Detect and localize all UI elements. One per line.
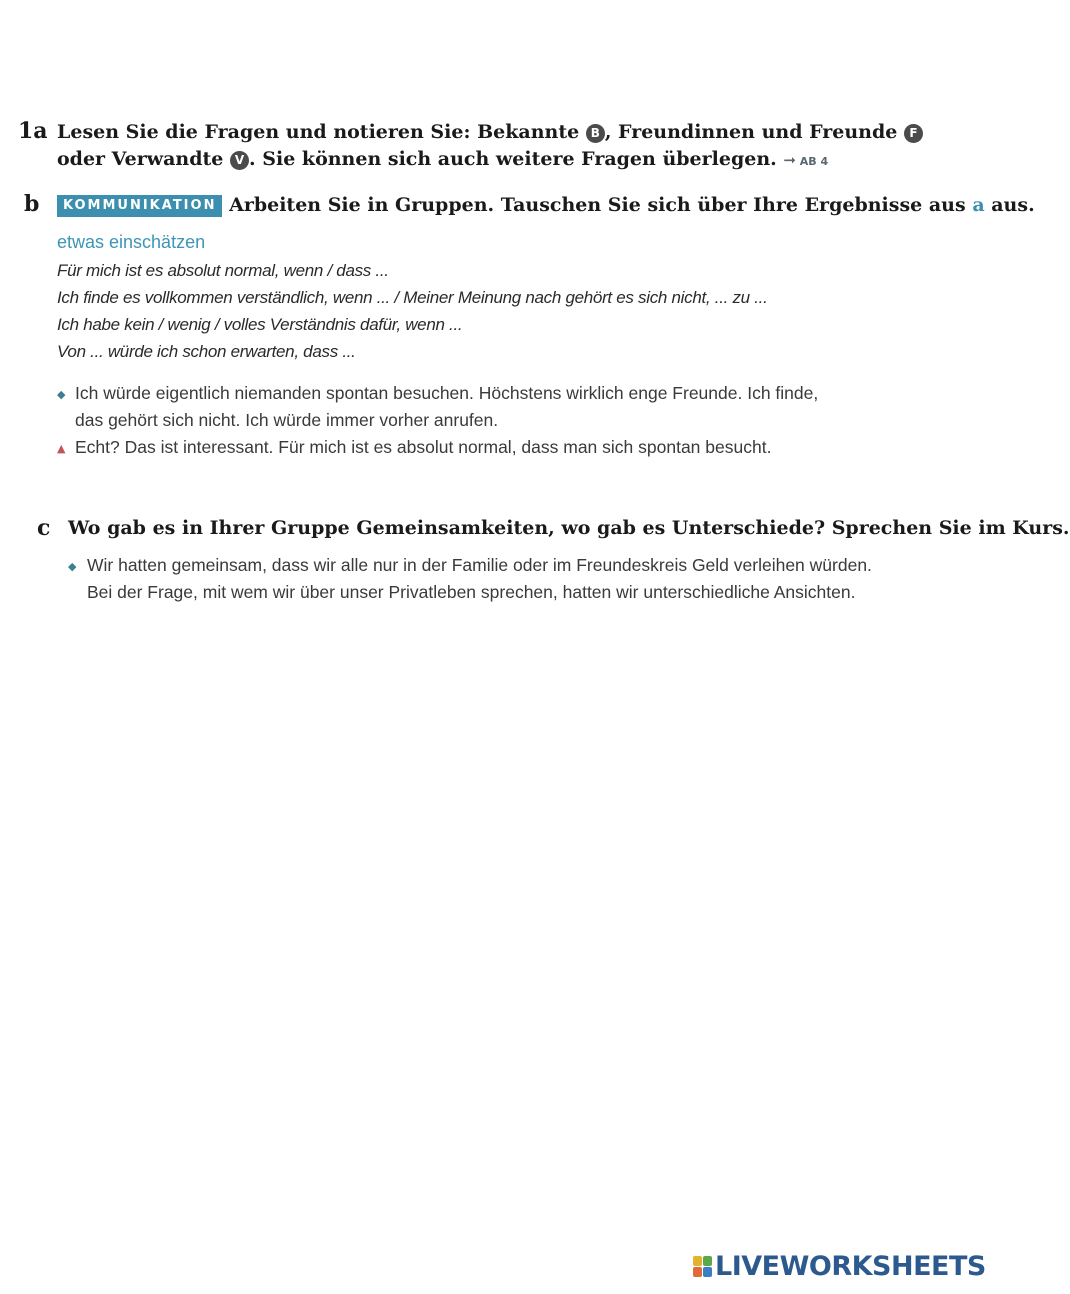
redemittel-line: Für mich ist es absolut normal, wenn / dass ... [57, 261, 389, 280]
task-1a-text-2: , Freundinnen und Freunde [604, 121, 898, 143]
dialog-c-line2: Bei der Frage, mit wem wir über unser Privatleben sprechen, hatten wir unterschiedliche Ansichten. [87, 582, 856, 602]
task-b-text-1: Arbeiten Sie in Gruppen. Tauschen Sie sich über Ihre Ergebnisse aus [229, 194, 966, 216]
task-1a-text-3: oder Verwandte [57, 148, 224, 170]
diamond-bullet-icon: ◆ [68, 560, 77, 573]
task-b-ref-a: a [972, 194, 985, 216]
triangle-bullet-icon: ▲ [57, 442, 66, 455]
redemittel-line: Ich habe kein / wenig / volles Verständnis dafür, wenn ... [57, 315, 463, 334]
dialog-c-line1: Wir hatten gemeinsam, dass wir alle nur in der Familie oder im Freundeskreis Geld verleihen würden. [87, 555, 872, 575]
redemittel-line: Von ... würde ich schon erwarten, dass ... [57, 342, 356, 361]
task-b-text-2: aus. [991, 194, 1035, 216]
arbeitsbuch-ref-label: AB 4 [799, 155, 829, 168]
task-1a-line1 [57, 119, 923, 146]
redemittel-line: Ich finde es vollkommen verständlich, wenn ... / Meiner Meinung nach gehört es sich nicht, ... zu ... [57, 288, 768, 307]
task-c-instruction: Wo gab es in Ihrer Gruppe Gemeinsamkeiten, wo gab es Unterschiede? Sprechen Sie im Kurs. [68, 517, 1070, 539]
task-b-line [57, 192, 1035, 219]
redemittel-title: etwas einschätzen [57, 232, 206, 252]
dialog-speaker-1-line2: das gehört sich nicht. Ich würde immer vorher anrufen. [75, 410, 499, 430]
kommunikation-tag: KOMMUNIKATION [57, 195, 222, 217]
task-1a-number: 1a [18, 118, 48, 144]
task-c-letter: c [37, 515, 51, 541]
liveworksheets-logo [693, 1251, 986, 1282]
badge-verwandte: V [230, 151, 249, 170]
arrow-right-icon: ➞ [783, 151, 796, 169]
badge-freunde: F [904, 124, 923, 143]
arbeitsbuch-ref [783, 151, 829, 169]
task-1a-text-4: . Sie können sich auch weitere Fragen überlegen. [249, 148, 777, 170]
liveworksheets-logo-icon [693, 1256, 713, 1278]
liveworksheets-logo-text: LIVEWORKSHEETS [715, 1251, 986, 1282]
task-b-letter: b [24, 191, 40, 217]
task-1a-line2 [57, 146, 828, 175]
badge-bekannte: B [586, 124, 605, 143]
dialog-speaker-1-line1: Ich würde eigentlich niemanden spontan besuchen. Höchstens wirklich enge Freunde. Ich finde, [75, 383, 819, 403]
task-1a-text-1: Lesen Sie die Fragen und notieren Sie: Bekannte [57, 121, 580, 143]
dialog-speaker-2: Echt? Das ist interessant. Für mich ist es absolut normal, dass man sich spontan besucht. [75, 437, 772, 457]
diamond-bullet-icon: ◆ [57, 388, 66, 401]
